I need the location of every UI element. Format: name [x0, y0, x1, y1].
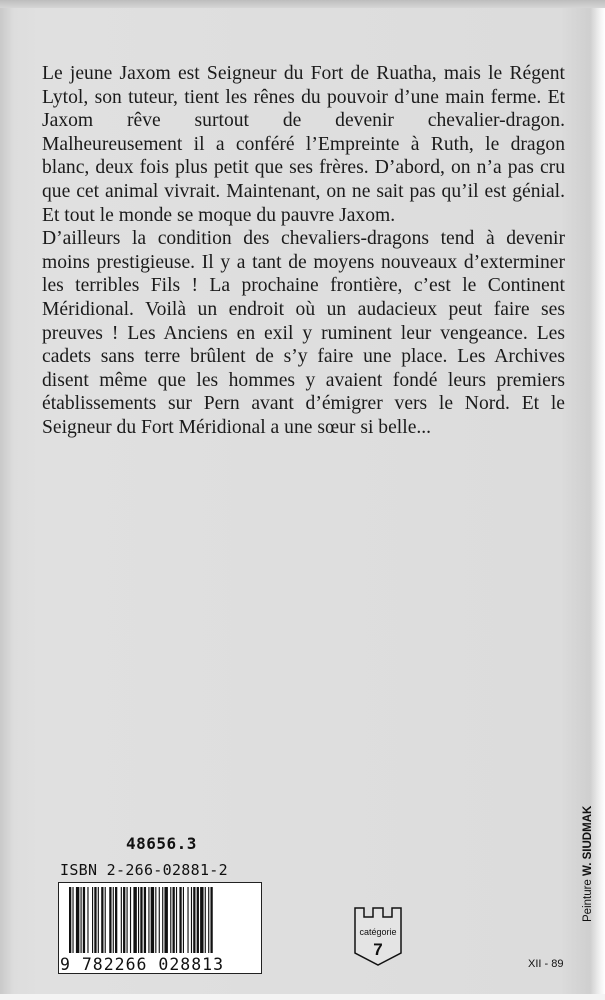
barcode-bar	[121, 887, 122, 953]
barcode-bar	[159, 887, 160, 953]
barcode-bar	[123, 887, 125, 953]
cover-bottom-edge	[0, 994, 605, 1000]
blurb-paragraph-1: Le jeune Jaxom est Seigneur du Fort de Ruatha, mais le Régent Lytol, son tuteur, tient les rênes du pouvoir d’une main ferme. Et Jaxom rêve surtout de devenir chevalier-dragon. Malheureusement il a conféré l’Empreinte à Ruth, le dragon blanc, deux fois plus petit que ses frères. D’abord, on n’a pas cru que cet animal vivrait. Maintenant, on ne sait pas qu’il est génial. Et tout le monde se moque du pauvre Jaxom.	[42, 63, 565, 226]
barcode-bar	[113, 887, 114, 953]
barcode-bar	[92, 887, 93, 953]
blurb-text	[42, 62, 565, 440]
barcode-bar	[183, 887, 184, 953]
barcode-bar	[148, 887, 149, 953]
barcode-bar	[164, 887, 167, 953]
barcode-bar	[105, 887, 106, 953]
barcode-bar	[101, 887, 103, 953]
barcode-bar	[151, 887, 154, 953]
barcode-bar	[69, 887, 71, 953]
cover-art-credit	[582, 806, 594, 922]
barcode-bar	[173, 887, 175, 953]
barcode-bar	[98, 887, 99, 953]
barcode-digits: 9 782266 028813	[60, 955, 225, 974]
catalog-number: 48656.3	[126, 834, 197, 853]
barcode-bar	[87, 887, 88, 953]
barcode-bar	[162, 887, 163, 953]
barcode-bars	[61, 885, 259, 955]
barcode-bar	[200, 887, 203, 953]
barcode-bar	[197, 887, 199, 953]
cover-top-edge	[0, 0, 605, 8]
barcode-bar	[127, 887, 128, 953]
barcode-bar	[140, 887, 142, 953]
isbn-number: ISBN 2-266-02881-2	[60, 861, 228, 879]
barcode-bar	[179, 887, 181, 953]
barcode-bar	[144, 887, 146, 953]
barcode-bar	[130, 887, 131, 953]
barcode-bar	[138, 887, 139, 953]
barcode-bar	[176, 887, 177, 953]
barcode-bar	[205, 887, 206, 953]
barcode-bar	[81, 887, 82, 953]
barcode-bar	[83, 887, 85, 953]
category-label: catégorie	[359, 927, 397, 937]
barcode-bar	[133, 887, 136, 953]
barcode-bar	[187, 887, 188, 953]
credit-artist: W. SIUDMAK	[582, 805, 594, 876]
blurb-paragraph-2: D’ailleurs la condition des chevaliers-dragons tend à devenir moins prestigieuse. Il y a tant de moyens nouveaux d’exterminer les terribles Fils ! La prochaine frontière, c’est le Continent Méridional. Voilà un endroit où un audacieux peut faire ses preuves ! Les Anciens en exil y ruminent leur vengeance. Les cadets sans terre brûlent de s’y faire une place. Les Archives disent même que les hommes y avaient fondé leurs premiers établissements sur Pern avant d’émigrer vers le Nord. Et le Seigneur du Fort Méridional a une sœur si belle...	[42, 228, 565, 438]
barcode-bar	[109, 887, 111, 953]
barcode-bar	[193, 887, 195, 953]
barcode-bar	[208, 887, 209, 953]
barcode-bar	[94, 887, 96, 953]
category-number: 7	[373, 940, 383, 959]
barcode-bar	[115, 887, 117, 953]
print-date-code: XII - 89	[528, 958, 564, 970]
barcode-bar	[170, 887, 171, 953]
credit-prefix: Peinture	[582, 875, 594, 922]
barcode-bar	[210, 887, 212, 953]
barcode-bar	[76, 887, 79, 953]
barcode-bar	[191, 887, 192, 953]
barcode-bar	[72, 887, 73, 953]
barcode-bar	[155, 887, 156, 953]
